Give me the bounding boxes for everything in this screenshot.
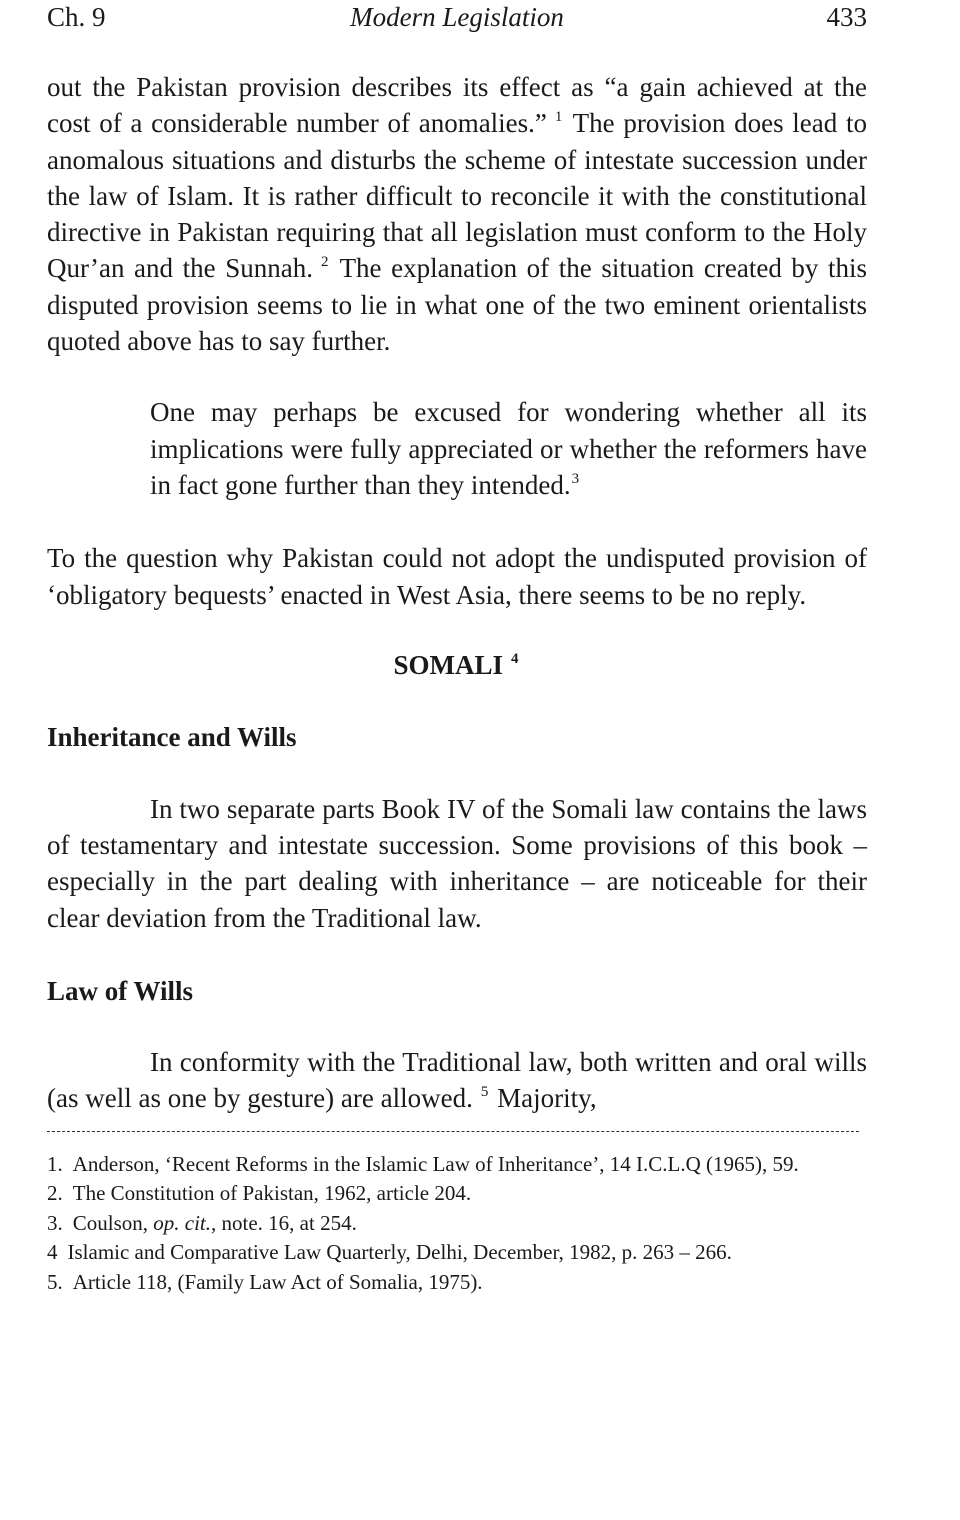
footnote-2: [47, 1179, 867, 1209]
quote-text: One may perhaps be excused for wondering whether all its implications were fully appreciated or whether the reformers have in fact gone further than they intended.: [150, 397, 867, 500]
body-paragraph-3: [47, 791, 867, 936]
paragraph-text: In conformity with the Traditional law, both written and oral wills (as well as one by gesture) are allowed.: [47, 1047, 867, 1114]
footnote-text: Coulson,: [72, 1210, 149, 1235]
subheading-inheritance: Inheritance and Wills: [47, 721, 297, 752]
block-quote: [150, 394, 867, 503]
footnotes: [47, 1150, 867, 1298]
section-title-text: SOMALI: [393, 649, 504, 680]
footnote-ref-3: 3: [571, 470, 580, 487]
paragraph-text: To the question why Pakistan could not adopt the undisputed provision of ‘obligatory bequests’ enacted in West Asia, there seems to be no reply.: [47, 543, 867, 610]
footnote-text: Anderson, ‘Recent Reforms in the Islamic Law of Inheritance’, 14 I.C.L.Q (1965), 59.: [72, 1151, 799, 1176]
paragraph-text: Majority,: [497, 1083, 597, 1114]
footnote-divider: [47, 1131, 859, 1132]
page-number: 433: [826, 2, 867, 32]
footnote-number: 1.: [47, 1151, 63, 1176]
footnote-number: 2.: [47, 1181, 63, 1206]
subheading-law-of-wills: Law of Wills: [47, 976, 194, 1007]
paragraph-text: In two separate parts Book IV of the Somali law contains the laws of testamentary and intestate succession. Some provisions of this book – especially in the part dealing with inheritance – are noticeable for their clear deviation from the Traditional law.: [47, 793, 867, 933]
footnote-number: 4: [47, 1240, 58, 1265]
footnote-ref-2: 2: [320, 254, 329, 271]
footnote-5: [47, 1268, 867, 1298]
paragraph-text: The provision does lead to anomalous situations and disturbs the scheme of intestate succession under the law of Islam. It is rather difficult to reconcile it with the constitutional directive in Pakistan requiring that all legislation must conform to the Holy Qur’an and the Sunnah.: [47, 108, 868, 284]
footnote-ref-4: 4: [511, 650, 519, 667]
footnote-text: note. 16, at 254.: [221, 1210, 357, 1235]
running-header: [47, 0, 867, 34]
running-title: Modern Legislation: [350, 2, 564, 32]
body-paragraph-2: [47, 540, 867, 613]
book-page: [47, 0, 867, 1298]
body-paragraph-4: [47, 1044, 867, 1117]
body-paragraph-1: [47, 69, 867, 359]
footnote-ref-1: 1: [554, 109, 563, 126]
chapter-label: Ch. 9: [47, 2, 106, 32]
footnote-text: Islamic and Comparative Law Quarterly, Delhi, December, 1982, p. 263 – 266.: [67, 1240, 732, 1265]
footnote-3: [47, 1209, 867, 1239]
section-title: [47, 647, 867, 683]
footnote-number: 5.: [47, 1270, 63, 1295]
paragraph-text: The explanation of the situation created by this disputed provision seems to lie in what one of the two eminent orientalists quoted above has to say further.: [47, 253, 868, 357]
footnote-text: Article 118, (Family Law Act of Somalia, 1975).: [72, 1270, 483, 1295]
footnote-ref-5: 5: [480, 1084, 489, 1101]
footnote-text: The Constitution of Pakistan, 1962, article 204.: [72, 1181, 472, 1206]
footnote-number: 3.: [47, 1210, 63, 1235]
footnote-text-italic: op. cit.,: [153, 1210, 217, 1235]
paragraph-text: out the Pakistan provision describes its effect as “a gain achieved at the cost of a considerable number of anomalies.”: [47, 72, 867, 139]
footnote-1: [47, 1150, 867, 1180]
footnote-4: [47, 1238, 867, 1268]
